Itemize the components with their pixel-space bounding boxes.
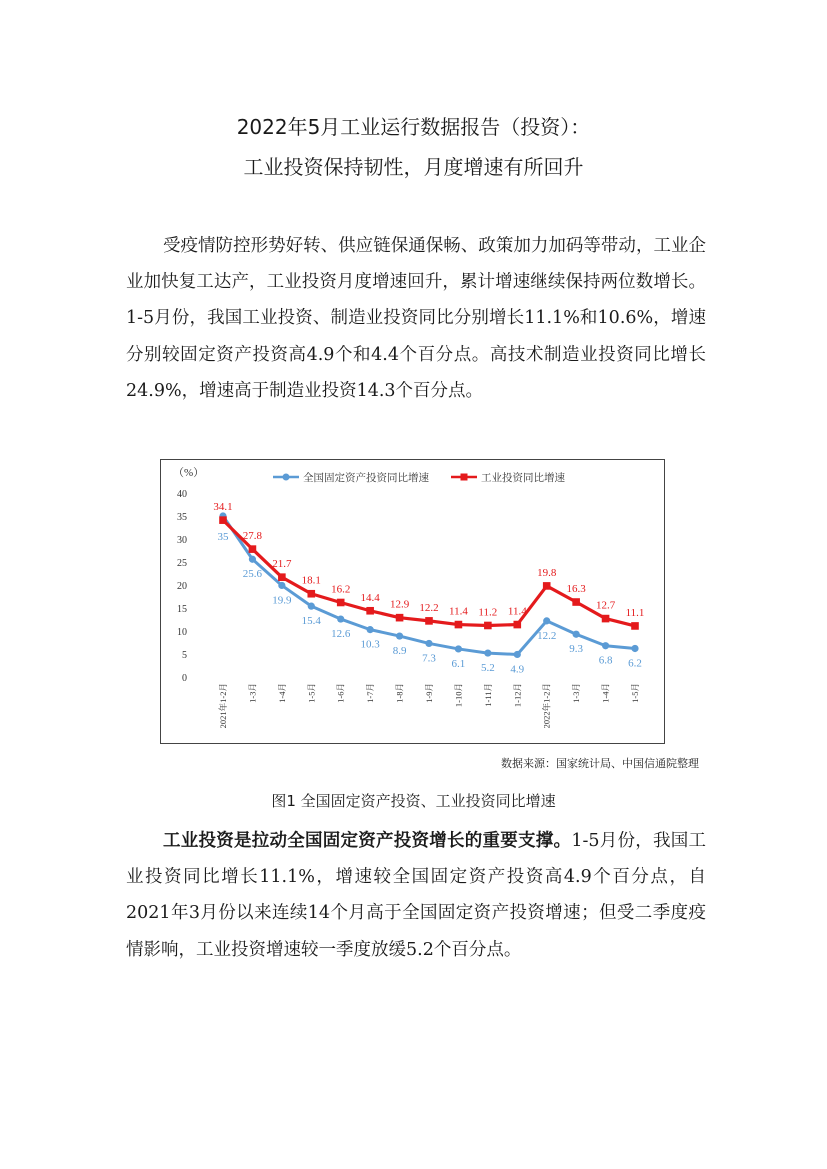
data-label: 14.4: [360, 591, 380, 604]
data-label: 19.8: [537, 566, 557, 579]
x-tick-label: 1-4月: [276, 683, 287, 703]
data-label: 7.3: [422, 652, 436, 665]
data-point: [396, 632, 403, 639]
y-tick-label: 25: [177, 558, 187, 569]
data-point: [337, 599, 345, 607]
paragraph-2-lead: 工业投资是拉动全国固定资产投资增长的重要支撑。: [163, 831, 572, 851]
x-tick-label: 1-3月: [247, 683, 258, 703]
data-point: [278, 582, 285, 589]
data-point: [219, 516, 227, 524]
data-point: [455, 645, 462, 652]
data-point: [543, 582, 551, 590]
y-tick-label: 10: [177, 627, 187, 638]
x-tick-label: 1-3月: [571, 683, 582, 703]
x-tick-label: 1-4月: [600, 683, 611, 703]
data-point: [455, 621, 463, 629]
paragraph-1: 受疫情防控形势好转、供应链保通保畅、政策加力加码等带动，工业企业加快复工达产，工业投资月度增速回升，累计增速继续保持两位数增长。1-5月份，我国工业投资、制造业投资同比分别增长11.1%和10.6%，增速分别较固定资产投资高4.9个和4.4个百分点。高技术制造业投资同比增长24.9%，增速高于制造业投资14.3个百分点。: [126, 236, 706, 401]
data-point: [631, 645, 638, 652]
data-label: 15.4: [301, 615, 321, 628]
data-label: 6.1: [451, 657, 466, 670]
data-label: 16.3: [566, 583, 586, 596]
data-point: [366, 607, 374, 615]
x-tick-label: 1-9月: [424, 683, 434, 703]
data-label: 12.2: [537, 629, 557, 642]
data-label: 16.2: [331, 583, 351, 596]
y-tick-label: 20: [177, 581, 187, 592]
data-label: 27.8: [242, 530, 263, 543]
y-tick-label: 5: [182, 650, 187, 661]
legend-label: 工业投资同比增速: [481, 473, 565, 484]
y-tick-label: 15: [177, 604, 187, 615]
x-tick-label: 1-7月: [365, 683, 376, 703]
data-point: [631, 622, 639, 630]
data-label: 10.3: [360, 638, 380, 651]
data-label: 5.2: [480, 662, 495, 675]
data-point: [307, 590, 315, 598]
data-label: 8.9: [392, 645, 407, 658]
x-tick-label: 1-8月: [394, 683, 405, 703]
data-label: 6.2: [628, 657, 642, 670]
x-tick-label: 1-12月: [512, 683, 523, 708]
legend-marker: [283, 474, 290, 481]
x-tick-label: 1-6月: [335, 683, 346, 703]
data-point: [278, 573, 286, 581]
data-label: 11.1: [625, 606, 645, 619]
data-label: 11.2: [478, 606, 498, 619]
data-label: 19.9: [272, 594, 292, 607]
data-point: [602, 615, 610, 623]
data-point: [425, 617, 433, 625]
data-point: [425, 640, 432, 647]
data-point: [543, 617, 550, 624]
data-point: [308, 603, 315, 610]
data-label: 25.6: [242, 568, 263, 581]
data-point: [572, 598, 580, 606]
legend-marker: [461, 474, 468, 481]
data-point: [337, 615, 344, 622]
x-tick-label: 1-5月: [630, 683, 640, 703]
y-unit-label: （%）: [173, 467, 205, 479]
data-point: [602, 642, 609, 649]
line-chart: [161, 460, 664, 743]
data-point: [367, 626, 374, 633]
data-point: [484, 622, 492, 630]
x-tick-label: 2021年1-2月: [218, 683, 228, 729]
data-point: [396, 614, 404, 622]
data-label: 12.9: [389, 598, 410, 611]
y-tick-label: 35: [177, 512, 187, 523]
source-note: 数据来源：国家统计局、中国信通院整理: [501, 757, 699, 770]
data-point: [573, 631, 580, 638]
data-label: 11.4: [507, 605, 527, 618]
x-tick-label: 1-5月: [306, 683, 317, 703]
figure-caption: 图1 全国固定资产投资、工业投资同比增速: [271, 792, 556, 810]
data-label: 18.1: [301, 574, 321, 587]
data-point: [249, 545, 257, 553]
data-point: [249, 556, 256, 563]
legend-label: 全国固定资产投资同比增速: [303, 473, 429, 484]
y-tick-label: 40: [177, 489, 187, 500]
y-tick-label: 0: [182, 673, 187, 684]
data-label: 6.8: [598, 654, 613, 667]
data-label: 12.2: [419, 601, 439, 614]
x-tick-label: 2022年1-2月: [541, 683, 552, 729]
paragraph-2-body: 1-5月份，我国工业投资同比增长11.1%，增速较全国固定资产投资高4.9个百分点，自2021年3月份以来连续14个月高于全国固定资产投资增速；但受二季度疫情影响，工业投资增速较一季度放缓5.2个百分点。: [126, 831, 707, 960]
chart-container: [160, 459, 665, 744]
data-label: 11.4: [449, 605, 468, 618]
data-label: 4.9: [510, 663, 525, 676]
data-point: [514, 651, 521, 658]
document-title-line1: 2022年5月工业运行数据报告（投资）：: [236, 115, 591, 139]
paragraph-2: [126, 823, 706, 968]
data-label: 35: [217, 531, 229, 543]
x-tick-label: 1-10月: [453, 683, 464, 708]
data-point: [484, 649, 491, 656]
data-label: 12.7: [595, 599, 616, 612]
data-label: 9.3: [569, 643, 584, 656]
y-tick-label: 30: [177, 535, 187, 546]
x-tick-label: 1-11月: [482, 683, 493, 707]
data-label: 12.6: [331, 628, 351, 641]
data-label: 21.7: [272, 558, 292, 571]
data-label: 34.1: [213, 501, 233, 514]
document-title-line2: 工业投资保持韧性，月度增速有所回升: [243, 155, 584, 179]
data-point: [513, 621, 521, 629]
